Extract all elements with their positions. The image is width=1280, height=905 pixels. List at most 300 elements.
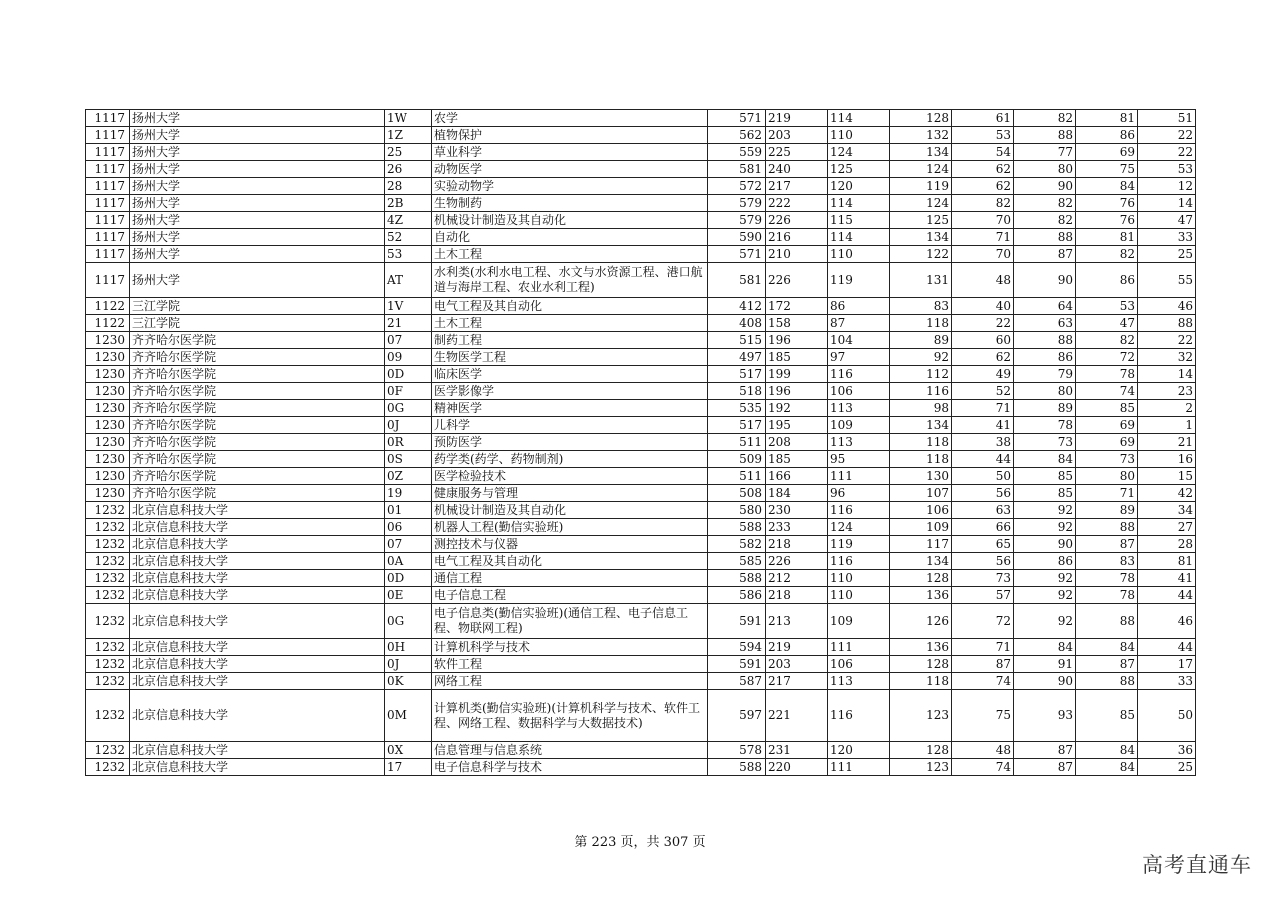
score-cell: 65 (952, 536, 1014, 553)
table-row (86, 587, 1196, 604)
score-cell: 49 (952, 366, 1014, 383)
school-name-cell: 扬州大学 (130, 178, 385, 195)
total-score-cell: 518 (708, 383, 766, 400)
major-code-cell: 07 (385, 536, 432, 553)
school-name-cell: 北京信息科技大学 (130, 742, 385, 759)
major-code-cell: 1V (385, 298, 432, 315)
school-code-cell: 1117 (86, 229, 130, 246)
table-row (86, 485, 1196, 502)
school-name-cell: 扬州大学 (130, 263, 385, 298)
major-code-cell: 06 (385, 519, 432, 536)
score-cell: 196 (766, 383, 828, 400)
score-cell: 84 (1076, 639, 1138, 656)
table-row (86, 349, 1196, 366)
score-cell: 82 (1014, 110, 1076, 127)
score-cell: 69 (1076, 144, 1138, 161)
score-cell: 109 (828, 417, 890, 434)
major-code-cell: 4Z (385, 212, 432, 229)
school-name-cell: 北京信息科技大学 (130, 587, 385, 604)
score-cell: 78 (1076, 570, 1138, 587)
score-cell: 82 (1076, 246, 1138, 263)
major-name-cell: 实验动物学 (432, 178, 708, 195)
score-cell: 22 (1138, 144, 1196, 161)
table-row (86, 212, 1196, 229)
score-cell: 128 (890, 110, 952, 127)
score-cell: 120 (828, 178, 890, 195)
score-cell: 109 (828, 604, 890, 639)
score-table-container (85, 109, 1196, 776)
major-name-cell: 制药工程 (432, 332, 708, 349)
total-score-cell: 535 (708, 400, 766, 417)
score-cell: 90 (1014, 178, 1076, 195)
school-name-cell: 齐齐哈尔医学院 (130, 468, 385, 485)
score-cell: 83 (1076, 553, 1138, 570)
table-row (86, 383, 1196, 400)
score-cell: 195 (766, 417, 828, 434)
total-score-cell: 585 (708, 553, 766, 570)
score-cell: 111 (828, 639, 890, 656)
score-cell: 88 (1076, 673, 1138, 690)
total-score-cell: 581 (708, 161, 766, 178)
school-name-cell: 齐齐哈尔医学院 (130, 400, 385, 417)
score-cell: 118 (890, 673, 952, 690)
major-name-cell: 计算机类(勤信实验班)(计算机科学与技术、软件工程、网络工程、数据科学与大数据技术) (432, 690, 708, 742)
score-cell: 22 (952, 315, 1014, 332)
score-cell: 118 (890, 451, 952, 468)
table-row (86, 417, 1196, 434)
score-cell: 134 (890, 229, 952, 246)
score-cell: 82 (952, 195, 1014, 212)
score-cell: 116 (828, 366, 890, 383)
major-code-cell: 0R (385, 434, 432, 451)
score-cell: 51 (1138, 110, 1196, 127)
total-score-cell: 579 (708, 212, 766, 229)
school-code-cell: 1230 (86, 468, 130, 485)
score-cell: 120 (828, 742, 890, 759)
school-code-cell: 1232 (86, 519, 130, 536)
score-cell: 119 (890, 178, 952, 195)
score-cell: 60 (952, 332, 1014, 349)
school-code-cell: 1117 (86, 263, 130, 298)
school-code-cell: 1230 (86, 332, 130, 349)
score-cell: 62 (952, 178, 1014, 195)
score-cell: 113 (828, 400, 890, 417)
score-cell: 123 (890, 759, 952, 776)
score-cell: 128 (890, 570, 952, 587)
table-row (86, 502, 1196, 519)
total-score-cell: 511 (708, 434, 766, 451)
score-cell: 92 (1014, 604, 1076, 639)
score-cell: 185 (766, 349, 828, 366)
score-cell: 22 (1138, 332, 1196, 349)
school-code-cell: 1232 (86, 553, 130, 570)
school-code-cell: 1232 (86, 570, 130, 587)
score-cell: 71 (1076, 485, 1138, 502)
score-cell: 92 (890, 349, 952, 366)
school-name-cell: 北京信息科技大学 (130, 536, 385, 553)
total-score-cell: 517 (708, 366, 766, 383)
table-row (86, 263, 1196, 298)
score-cell: 22 (1138, 127, 1196, 144)
total-score-cell: 579 (708, 195, 766, 212)
score-cell: 63 (952, 502, 1014, 519)
score-cell: 46 (1138, 604, 1196, 639)
score-cell: 69 (1076, 417, 1138, 434)
school-code-cell: 1117 (86, 178, 130, 195)
major-code-cell: 19 (385, 485, 432, 502)
score-cell: 61 (952, 110, 1014, 127)
score-cell: 226 (766, 553, 828, 570)
score-cell: 134 (890, 417, 952, 434)
major-name-cell: 医学影像学 (432, 383, 708, 400)
score-cell: 76 (1076, 212, 1138, 229)
score-cell: 125 (890, 212, 952, 229)
score-cell: 128 (890, 656, 952, 673)
school-code-cell: 1117 (86, 195, 130, 212)
score-cell: 104 (828, 332, 890, 349)
total-score-cell: 581 (708, 263, 766, 298)
total-score-cell: 511 (708, 468, 766, 485)
total-score-cell: 559 (708, 144, 766, 161)
major-name-cell: 精神医学 (432, 400, 708, 417)
major-name-cell: 水利类(水利水电工程、水文与水资源工程、港口航道与海岸工程、农业水利工程) (432, 263, 708, 298)
school-code-cell: 1230 (86, 383, 130, 400)
score-cell: 78 (1076, 587, 1138, 604)
score-cell: 106 (890, 502, 952, 519)
score-cell: 25 (1138, 759, 1196, 776)
school-code-cell: 1117 (86, 161, 130, 178)
school-name-cell: 三江学院 (130, 298, 385, 315)
score-cell: 91 (1014, 656, 1076, 673)
score-cell: 115 (828, 212, 890, 229)
score-cell: 53 (1076, 298, 1138, 315)
score-cell: 21 (1138, 434, 1196, 451)
major-name-cell: 电气工程及其自动化 (432, 298, 708, 315)
total-score-cell: 517 (708, 417, 766, 434)
score-cell: 117 (890, 536, 952, 553)
school-name-cell: 北京信息科技大学 (130, 519, 385, 536)
score-cell: 219 (766, 639, 828, 656)
score-cell: 28 (1138, 536, 1196, 553)
total-score-cell: 588 (708, 519, 766, 536)
major-code-cell: 0F (385, 383, 432, 400)
score-cell: 73 (1076, 451, 1138, 468)
score-cell: 93 (1014, 690, 1076, 742)
score-cell: 119 (828, 536, 890, 553)
score-cell: 116 (828, 502, 890, 519)
major-name-cell: 临床医学 (432, 366, 708, 383)
score-cell: 56 (952, 485, 1014, 502)
score-cell: 203 (766, 656, 828, 673)
total-score-cell: 408 (708, 315, 766, 332)
major-code-cell: 0E (385, 587, 432, 604)
score-cell: 216 (766, 229, 828, 246)
score-cell: 213 (766, 604, 828, 639)
major-name-cell: 植物保护 (432, 127, 708, 144)
score-cell: 87 (1014, 246, 1076, 263)
table-row (86, 127, 1196, 144)
watermark-logo: 高考直通车 (1142, 853, 1252, 877)
score-cell: 16 (1138, 451, 1196, 468)
school-code-cell: 1232 (86, 639, 130, 656)
score-cell: 226 (766, 263, 828, 298)
major-code-cell: 0Z (385, 468, 432, 485)
major-code-cell: 0J (385, 417, 432, 434)
score-cell: 84 (1076, 759, 1138, 776)
score-cell: 81 (1076, 229, 1138, 246)
score-cell: 87 (1076, 536, 1138, 553)
score-cell: 81 (1076, 110, 1138, 127)
score-cell: 210 (766, 246, 828, 263)
school-name-cell: 三江学院 (130, 315, 385, 332)
score-cell: 80 (1076, 468, 1138, 485)
major-name-cell: 软件工程 (432, 656, 708, 673)
score-cell: 95 (828, 451, 890, 468)
major-code-cell: 26 (385, 161, 432, 178)
table-row (86, 434, 1196, 451)
major-name-cell: 草业科学 (432, 144, 708, 161)
major-name-cell: 电气工程及其自动化 (432, 553, 708, 570)
score-cell: 212 (766, 570, 828, 587)
score-cell: 72 (952, 604, 1014, 639)
major-code-cell: 09 (385, 349, 432, 366)
score-cell: 111 (828, 468, 890, 485)
score-cell: 86 (1014, 349, 1076, 366)
total-score-cell: 588 (708, 570, 766, 587)
score-cell: 124 (828, 519, 890, 536)
school-code-cell: 1232 (86, 673, 130, 690)
score-cell: 119 (828, 263, 890, 298)
major-code-cell: 0G (385, 400, 432, 417)
score-cell: 82 (1076, 332, 1138, 349)
score-cell: 116 (828, 553, 890, 570)
major-code-cell: 0X (385, 742, 432, 759)
score-cell: 85 (1076, 690, 1138, 742)
major-code-cell: 0J (385, 656, 432, 673)
score-cell: 74 (952, 673, 1014, 690)
score-cell: 47 (1076, 315, 1138, 332)
score-cell: 87 (828, 315, 890, 332)
school-name-cell: 北京信息科技大学 (130, 673, 385, 690)
score-cell: 226 (766, 212, 828, 229)
score-cell: 33 (1138, 229, 1196, 246)
score-cell: 125 (828, 161, 890, 178)
score-cell: 118 (890, 434, 952, 451)
school-code-cell: 1117 (86, 110, 130, 127)
major-name-cell: 生物制药 (432, 195, 708, 212)
score-cell: 230 (766, 502, 828, 519)
score-cell: 124 (890, 161, 952, 178)
score-cell: 44 (952, 451, 1014, 468)
school-code-cell: 1122 (86, 298, 130, 315)
total-score-cell: 509 (708, 451, 766, 468)
score-cell: 87 (952, 656, 1014, 673)
score-cell: 219 (766, 110, 828, 127)
score-cell: 32 (1138, 349, 1196, 366)
page-footer: 第 223 页，共 307 页 (574, 835, 706, 850)
major-name-cell: 电子信息类(勤信实验班)(通信工程、电子信息工程、物联网工程) (432, 604, 708, 639)
school-name-cell: 扬州大学 (130, 229, 385, 246)
school-name-cell: 齐齐哈尔医学院 (130, 451, 385, 468)
school-code-cell: 1230 (86, 434, 130, 451)
major-name-cell: 机械设计制造及其自动化 (432, 212, 708, 229)
score-cell: 124 (828, 144, 890, 161)
score-cell: 82 (1014, 195, 1076, 212)
score-cell: 218 (766, 536, 828, 553)
major-name-cell: 健康服务与管理 (432, 485, 708, 502)
school-code-cell: 1230 (86, 485, 130, 502)
score-cell: 64 (1014, 298, 1076, 315)
table-row (86, 656, 1196, 673)
total-score-cell: 591 (708, 604, 766, 639)
school-name-cell: 齐齐哈尔医学院 (130, 383, 385, 400)
score-cell: 78 (1076, 366, 1138, 383)
school-code-cell: 1230 (86, 417, 130, 434)
school-code-cell: 1230 (86, 349, 130, 366)
score-cell: 87 (1014, 759, 1076, 776)
score-cell: 77 (1014, 144, 1076, 161)
total-score-cell: 586 (708, 587, 766, 604)
score-cell: 56 (952, 553, 1014, 570)
score-cell: 75 (1076, 161, 1138, 178)
school-name-cell: 齐齐哈尔医学院 (130, 417, 385, 434)
table-row (86, 536, 1196, 553)
table-row (86, 742, 1196, 759)
table-row (86, 144, 1196, 161)
major-name-cell: 土木工程 (432, 315, 708, 332)
table-row (86, 570, 1196, 587)
school-name-cell: 齐齐哈尔医学院 (130, 366, 385, 383)
major-name-cell: 机器人工程(勤信实验班) (432, 519, 708, 536)
major-code-cell: 0D (385, 366, 432, 383)
table-row (86, 451, 1196, 468)
score-cell: 134 (890, 553, 952, 570)
score-cell: 217 (766, 673, 828, 690)
major-code-cell: 28 (385, 178, 432, 195)
score-cell: 96 (828, 485, 890, 502)
score-cell: 73 (1014, 434, 1076, 451)
score-cell: 84 (1076, 178, 1138, 195)
score-cell: 34 (1138, 502, 1196, 519)
score-cell: 136 (890, 587, 952, 604)
score-cell: 122 (890, 246, 952, 263)
school-code-cell: 1230 (86, 451, 130, 468)
major-code-cell: 52 (385, 229, 432, 246)
score-cell: 81 (1138, 553, 1196, 570)
major-name-cell: 医学检验技术 (432, 468, 708, 485)
score-cell: 221 (766, 690, 828, 742)
major-name-cell: 测控技术与仪器 (432, 536, 708, 553)
major-code-cell: 25 (385, 144, 432, 161)
score-cell: 84 (1014, 451, 1076, 468)
score-cell: 80 (1014, 161, 1076, 178)
score-cell: 57 (952, 587, 1014, 604)
score-cell: 196 (766, 332, 828, 349)
score-cell: 46 (1138, 298, 1196, 315)
score-cell: 14 (1138, 195, 1196, 212)
score-cell: 208 (766, 434, 828, 451)
major-code-cell: 17 (385, 759, 432, 776)
score-cell: 85 (1014, 468, 1076, 485)
score-cell: 203 (766, 127, 828, 144)
score-cell: 92 (1014, 570, 1076, 587)
score-cell: 116 (828, 690, 890, 742)
total-score-cell: 580 (708, 502, 766, 519)
score-cell: 2 (1138, 400, 1196, 417)
major-name-cell: 信息管理与信息系统 (432, 742, 708, 759)
school-name-cell: 北京信息科技大学 (130, 690, 385, 742)
score-cell: 33 (1138, 673, 1196, 690)
school-name-cell: 扬州大学 (130, 144, 385, 161)
score-cell: 23 (1138, 383, 1196, 400)
major-name-cell: 计算机科学与技术 (432, 639, 708, 656)
score-cell: 87 (1076, 656, 1138, 673)
score-cell: 88 (1014, 229, 1076, 246)
school-code-cell: 1117 (86, 212, 130, 229)
score-cell: 86 (828, 298, 890, 315)
score-cell: 36 (1138, 742, 1196, 759)
score-cell: 74 (1076, 383, 1138, 400)
score-cell: 172 (766, 298, 828, 315)
score-cell: 217 (766, 178, 828, 195)
school-name-cell: 北京信息科技大学 (130, 553, 385, 570)
score-cell: 109 (890, 519, 952, 536)
score-cell: 53 (952, 127, 1014, 144)
school-code-cell: 1122 (86, 315, 130, 332)
score-cell: 98 (890, 400, 952, 417)
score-cell: 83 (890, 298, 952, 315)
score-cell: 192 (766, 400, 828, 417)
score-cell: 44 (1138, 587, 1196, 604)
major-name-cell: 药学类(药学、药物制剂) (432, 451, 708, 468)
score-cell: 124 (890, 195, 952, 212)
school-name-cell: 齐齐哈尔医学院 (130, 349, 385, 366)
score-cell: 84 (1014, 639, 1076, 656)
score-cell: 97 (828, 349, 890, 366)
score-cell: 88 (1014, 332, 1076, 349)
score-cell: 114 (828, 110, 890, 127)
total-score-cell: 597 (708, 690, 766, 742)
major-code-cell: 0S (385, 451, 432, 468)
score-cell: 132 (890, 127, 952, 144)
school-name-cell: 齐齐哈尔医学院 (130, 485, 385, 502)
school-name-cell: 扬州大学 (130, 212, 385, 229)
major-name-cell: 生物医学工程 (432, 349, 708, 366)
score-cell: 107 (890, 485, 952, 502)
total-score-cell: 582 (708, 536, 766, 553)
school-code-cell: 1232 (86, 587, 130, 604)
score-cell: 62 (952, 349, 1014, 366)
major-code-cell: 0M (385, 690, 432, 742)
score-cell: 225 (766, 144, 828, 161)
score-cell: 27 (1138, 519, 1196, 536)
school-name-cell: 齐齐哈尔医学院 (130, 332, 385, 349)
total-score-cell: 562 (708, 127, 766, 144)
score-cell: 54 (952, 144, 1014, 161)
score-cell: 106 (828, 383, 890, 400)
major-name-cell: 电子信息工程 (432, 587, 708, 604)
major-code-cell: 21 (385, 315, 432, 332)
score-cell: 66 (952, 519, 1014, 536)
score-cell: 1 (1138, 417, 1196, 434)
score-cell: 166 (766, 468, 828, 485)
score-cell: 111 (828, 759, 890, 776)
table-row (86, 229, 1196, 246)
score-cell: 85 (1076, 400, 1138, 417)
major-code-cell: 0H (385, 639, 432, 656)
score-cell: 87 (1014, 742, 1076, 759)
score-cell: 106 (828, 656, 890, 673)
